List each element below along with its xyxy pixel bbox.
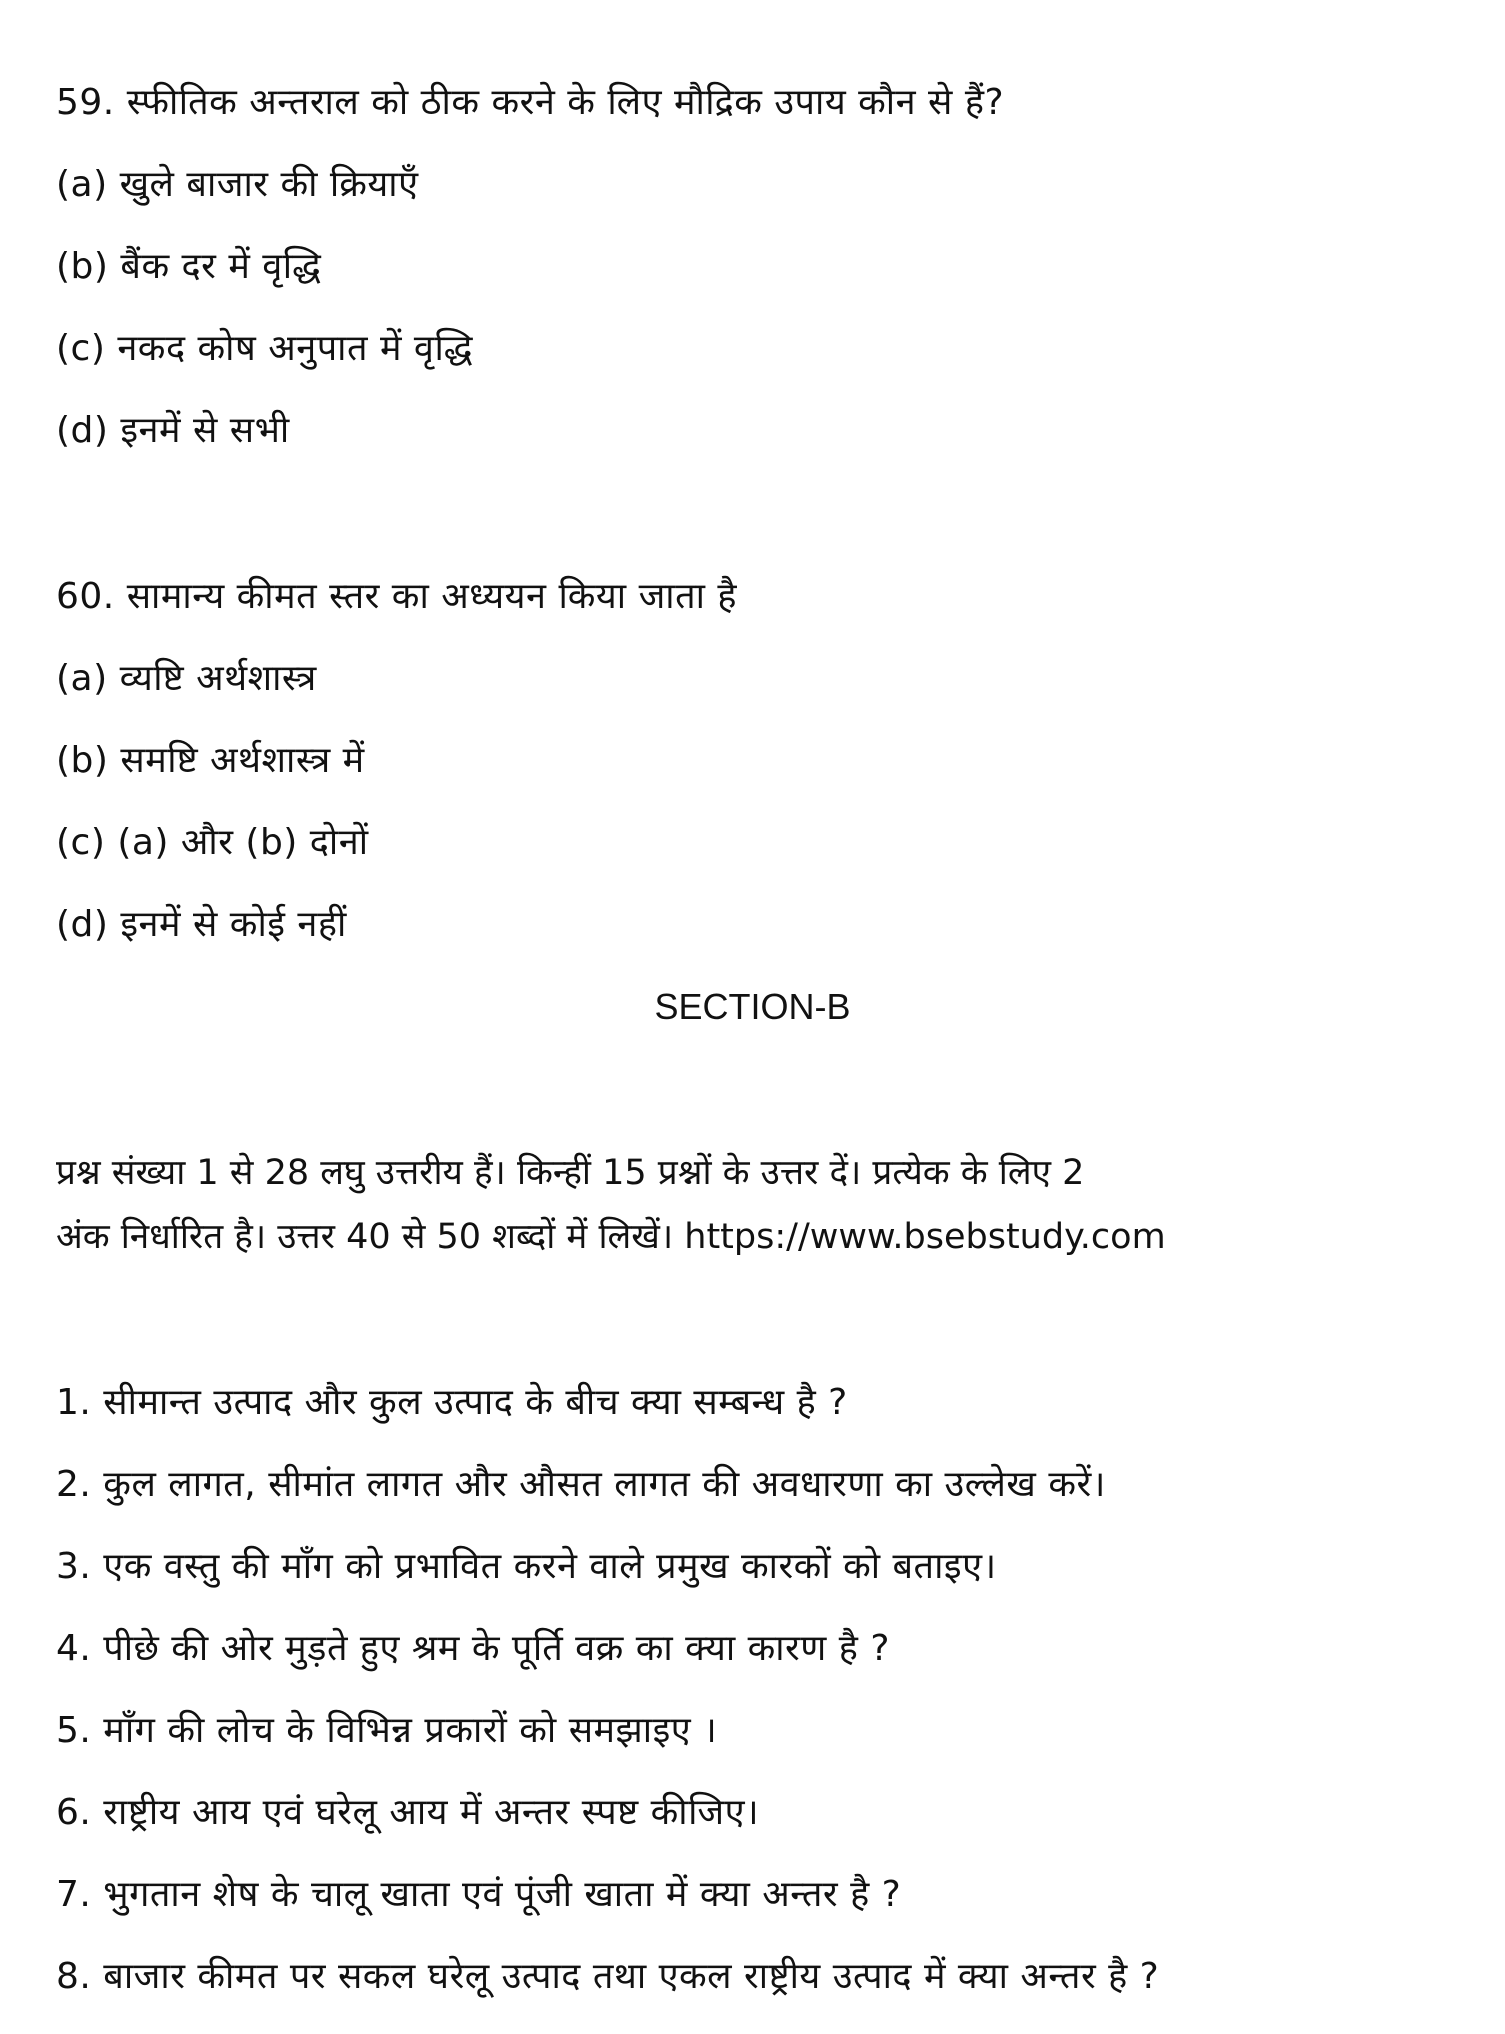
short-question-7: 7. भुगतान शेष के चालू खाता एवं पूंजी खाता में क्या अन्तर है ? bbox=[56, 1874, 902, 1915]
question-59-option-c: (c) नकद कोष अनुपात में वृद्धि bbox=[56, 328, 474, 369]
question-60-option-c: (c) (a) और (b) दोनों bbox=[56, 822, 369, 863]
short-question-5: 5. माँग की लोच के विभिन्न प्रकारों को समझाइए । bbox=[56, 1710, 718, 1751]
question-60-option-a: (a) व्यष्टि अर्थशास्त्र bbox=[56, 658, 317, 699]
question-59-stem: 59. स्फीतिक अन्तराल को ठीक करने के लिए मौद्रिक उपाय कौन से हैं? bbox=[56, 82, 1005, 123]
question-59-option-d: (d) इनमें से सभी bbox=[56, 410, 290, 451]
short-question-8: 8. बाजार कीमत पर सकल घरेलू उत्पाद तथा एकल राष्ट्रीय उत्पाद में क्या अन्तर है ? bbox=[56, 1956, 1160, 1997]
section-b-instruction-line1: प्रश्न संख्या 1 से 28 लघु उत्तरीय हैं। किन्हीं 15 प्रश्नों के उत्तर दें। प्रत्येक के लिए 2 bbox=[56, 1153, 1085, 1193]
question-60-stem: 60. सामान्य कीमत स्तर का अध्ययन किया जाता है bbox=[56, 576, 738, 617]
section-b-instruction-line2: अंक निर्धारित है। उत्तर 40 से 50 शब्दों में लिखें। https://www.bsebstudy.com bbox=[56, 1217, 1166, 1257]
question-59-option-b: (b) बैंक दर में वृद्धि bbox=[56, 246, 322, 287]
short-question-1: 1. सीमान्त उत्पाद और कुल उत्पाद के बीच क्या सम्बन्ध है ? bbox=[56, 1382, 848, 1423]
short-question-3: 3. एक वस्तु की माँग को प्रभावित करने वाले प्रमुख कारकों को बताइए। bbox=[56, 1546, 997, 1587]
question-60-option-d: (d) इनमें से कोई नहीं bbox=[56, 904, 347, 945]
short-question-4: 4. पीछे की ओर मुड़ते हुए श्रम के पूर्ति वक्र का क्या कारण है ? bbox=[56, 1628, 890, 1669]
short-question-6: 6. राष्ट्रीय आय एवं घरेलू आय में अन्तर स्पष्ट कीजिए। bbox=[56, 1792, 760, 1833]
question-59-option-a: (a) खुले बाजार की क्रियाएँ bbox=[56, 164, 419, 205]
section-b-heading: SECTION-B bbox=[654, 986, 851, 1027]
short-question-2: 2. कुल लागत, सीमांत लागत और औसत लागत की अवधारणा का उल्लेख करें। bbox=[56, 1464, 1106, 1505]
question-60-option-b: (b) समष्टि अर्थशास्त्र में bbox=[56, 740, 365, 781]
